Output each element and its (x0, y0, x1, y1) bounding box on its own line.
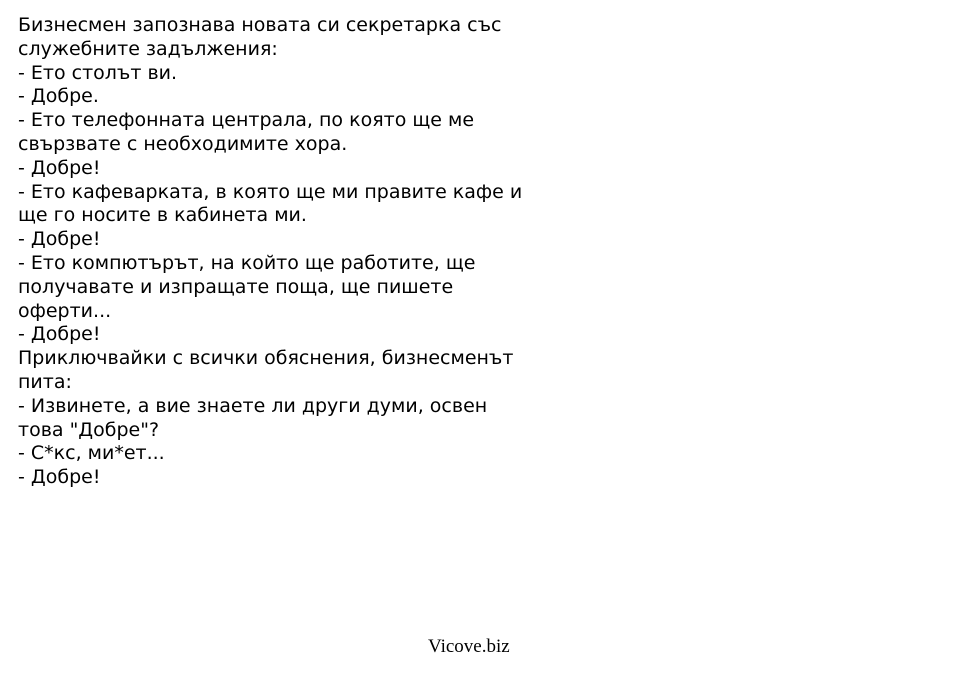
joke-line: това "Добре"? (18, 418, 160, 441)
joke-line: Бизнесмен запознава новата си секретарка със (18, 14, 502, 36)
joke-line: - Добре! (18, 228, 101, 251)
joke-line: - Ето столът ви. (18, 61, 178, 84)
joke-line: оферти... (18, 299, 112, 322)
joke-line: свързвате с необходимите хора. (18, 132, 348, 155)
site-watermark: Vicove.biz (428, 636, 510, 657)
joke-line: - Добре! (18, 323, 101, 346)
joke-line: Приключвайки с всички обяснения, бизнесменът (18, 347, 514, 370)
joke-line: - Добре. (18, 85, 99, 108)
joke-line: - Добре! (18, 466, 101, 489)
joke-line: - Ето кафеварката, в която ще ми правите кафе и (18, 180, 523, 203)
joke-line: получавате и изпращате поща, ще пишете (18, 275, 454, 298)
joke-line: ще го носите в кабинета ми. (18, 204, 307, 227)
joke-line: пита: (18, 370, 72, 393)
joke-line: служебните задължения: (18, 37, 278, 60)
joke-line: - Ето телефонната централа, по която ще ме (18, 109, 475, 132)
joke-line: - Извинете, а вие знаете ли други думи, освен (18, 394, 488, 417)
joke-line: - Ето компютърът, на който ще работите, ще (18, 251, 476, 274)
joke-text (18, 14, 578, 490)
joke-line: - Добре! (18, 156, 101, 179)
joke-line: - С*кс, ми*ет... (18, 442, 165, 465)
